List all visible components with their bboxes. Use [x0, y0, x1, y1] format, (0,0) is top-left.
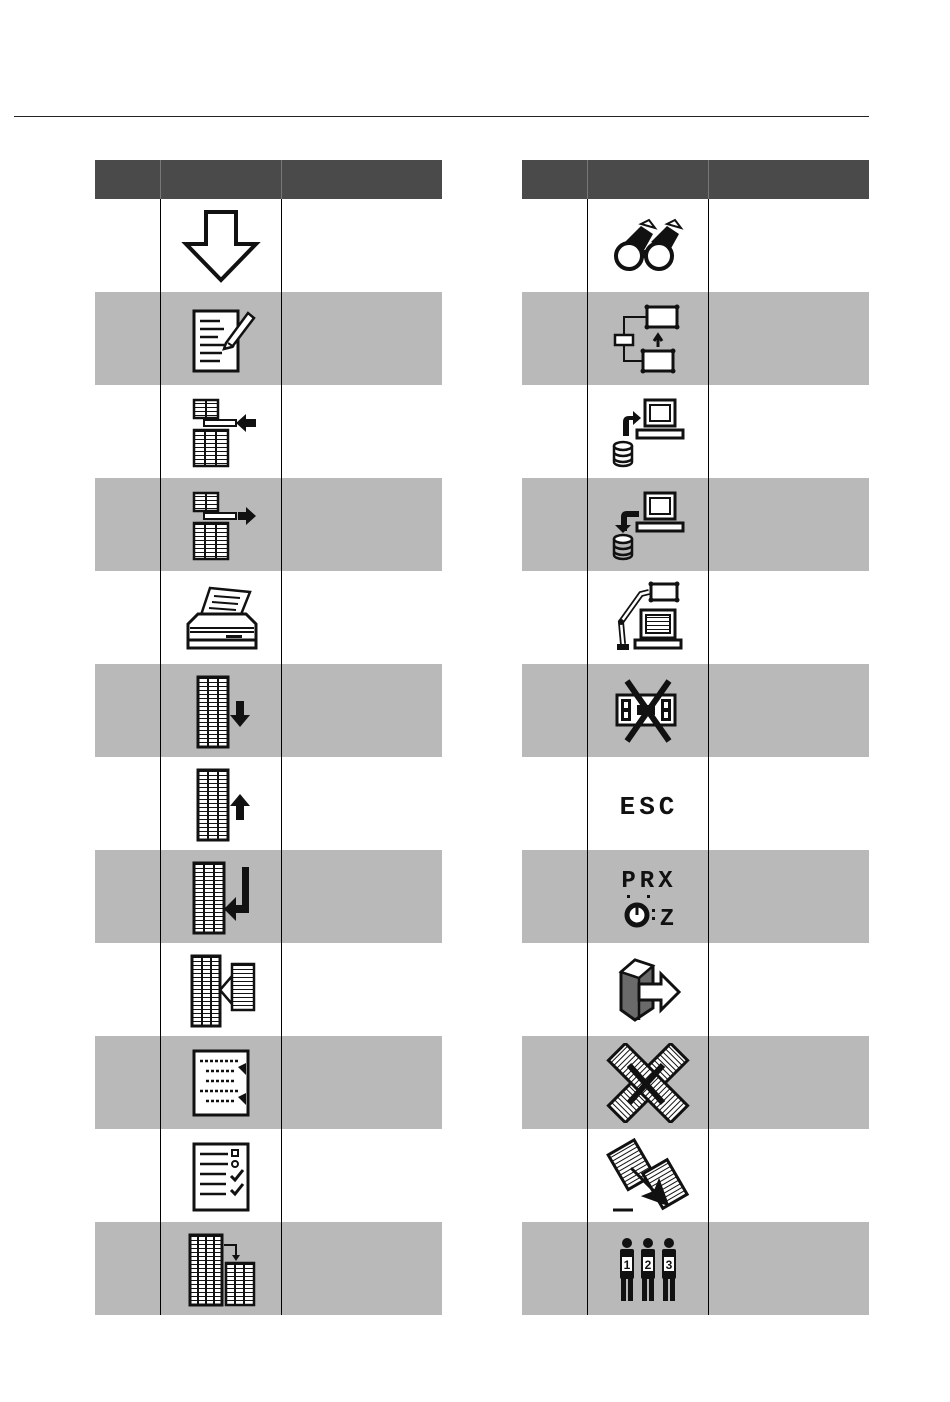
table-row	[95, 1036, 442, 1129]
row-label	[95, 757, 160, 850]
row-description	[708, 1129, 869, 1222]
row-label	[522, 385, 587, 478]
header-cell	[587, 160, 708, 199]
list-arrow-up-icon	[176, 764, 266, 844]
table-transfer-icon	[176, 1229, 266, 1309]
arrow-down-outline-icon	[176, 206, 266, 286]
table-row	[522, 664, 869, 757]
table-row	[95, 850, 442, 943]
row-description	[708, 292, 869, 385]
row-description	[281, 292, 442, 385]
indented-list-icon	[176, 1043, 266, 1123]
prx-label: PRX	[620, 867, 677, 895]
left-icon-table	[95, 160, 442, 1315]
list-import-arrow-left-icon	[176, 392, 266, 472]
numbered-figures-icon	[603, 1229, 693, 1309]
box-exit-arrow-icon	[603, 950, 693, 1030]
row-description	[708, 1036, 869, 1129]
table-row	[95, 757, 442, 850]
table-row	[95, 1129, 442, 1222]
row-label	[95, 478, 160, 571]
table-row	[95, 385, 442, 478]
row-label	[95, 385, 160, 478]
row-label	[522, 943, 587, 1036]
row-description	[281, 1129, 442, 1222]
row-label	[95, 199, 160, 292]
table-row	[95, 292, 442, 385]
table-row	[522, 385, 869, 478]
row-label	[522, 1036, 587, 1129]
row-description	[708, 850, 869, 943]
row-label	[522, 664, 587, 757]
row-label	[522, 199, 587, 292]
row-description	[281, 571, 442, 664]
table-header-row	[522, 160, 869, 199]
row-description	[281, 478, 442, 571]
row-label	[522, 1129, 587, 1222]
z-label: Z	[659, 905, 674, 933]
table-row	[522, 199, 869, 292]
table-row	[522, 1222, 869, 1315]
prx-timer-icon	[603, 857, 693, 937]
row-description	[281, 850, 442, 943]
list-export-arrow-right-icon	[176, 485, 266, 565]
list-arrow-down-icon	[176, 671, 266, 751]
row-description	[281, 664, 442, 757]
table-row	[95, 478, 442, 571]
table-row	[95, 199, 442, 292]
figure-number: 3	[665, 1257, 672, 1272]
row-label	[522, 292, 587, 385]
row-description	[281, 385, 442, 478]
row-label	[95, 292, 160, 385]
checklist-icon	[176, 1136, 266, 1216]
table-row	[95, 943, 442, 1036]
row-description	[708, 385, 869, 478]
crossed-rails-icon	[603, 1043, 693, 1123]
figure-number: 1	[623, 1257, 630, 1272]
row-description	[281, 943, 442, 1036]
row-description	[708, 943, 869, 1036]
row-label	[95, 943, 160, 1036]
row-label	[522, 850, 587, 943]
row-description	[281, 199, 442, 292]
row-label	[95, 571, 160, 664]
list-return-arrow-icon	[176, 857, 266, 937]
header-cell	[160, 160, 281, 199]
binoculars-icon	[603, 206, 693, 286]
header-cell	[708, 160, 869, 199]
header-rule	[14, 116, 869, 117]
table-row	[95, 664, 442, 757]
row-description	[708, 757, 869, 850]
row-label	[95, 1036, 160, 1129]
list-compare-icon	[176, 950, 266, 1030]
table-row	[522, 757, 869, 850]
row-description	[708, 664, 869, 757]
flowchart-icon	[603, 299, 693, 379]
figure-number: 2	[644, 1257, 651, 1272]
table-row	[95, 571, 442, 664]
database-upload-computer-icon	[603, 392, 693, 472]
row-description	[281, 757, 442, 850]
row-description	[708, 199, 869, 292]
row-label	[522, 1222, 587, 1315]
document-edit-icon	[176, 299, 266, 379]
table-row	[522, 850, 869, 943]
row-description	[708, 1222, 869, 1315]
row-label	[95, 1129, 160, 1222]
esc-key-icon	[603, 764, 693, 844]
row-label	[95, 664, 160, 757]
row-description	[708, 571, 869, 664]
table-row	[522, 943, 869, 1036]
printer-icon	[176, 578, 266, 658]
table-row	[95, 1222, 442, 1315]
table-row	[522, 478, 869, 571]
document-merge-arrow-icon	[603, 1136, 693, 1216]
table-header-row	[95, 160, 442, 199]
row-label	[522, 757, 587, 850]
esc-label: ESC	[619, 791, 678, 822]
row-label	[522, 478, 587, 571]
header-cell	[95, 160, 160, 199]
row-label	[522, 571, 587, 664]
table-row	[522, 571, 869, 664]
header-cell	[281, 160, 442, 199]
right-icon-table	[522, 160, 869, 1315]
row-description	[281, 1222, 442, 1315]
row-label	[95, 1222, 160, 1315]
header-cell	[522, 160, 587, 199]
row-description	[708, 478, 869, 571]
database-download-computer-icon	[603, 485, 693, 565]
table-row	[522, 1129, 869, 1222]
robot-arm-computer-icon	[603, 578, 693, 658]
table-row	[522, 292, 869, 385]
table-row	[522, 1036, 869, 1129]
row-label	[95, 850, 160, 943]
cancel-block-icon	[603, 671, 693, 751]
row-description	[281, 1036, 442, 1129]
